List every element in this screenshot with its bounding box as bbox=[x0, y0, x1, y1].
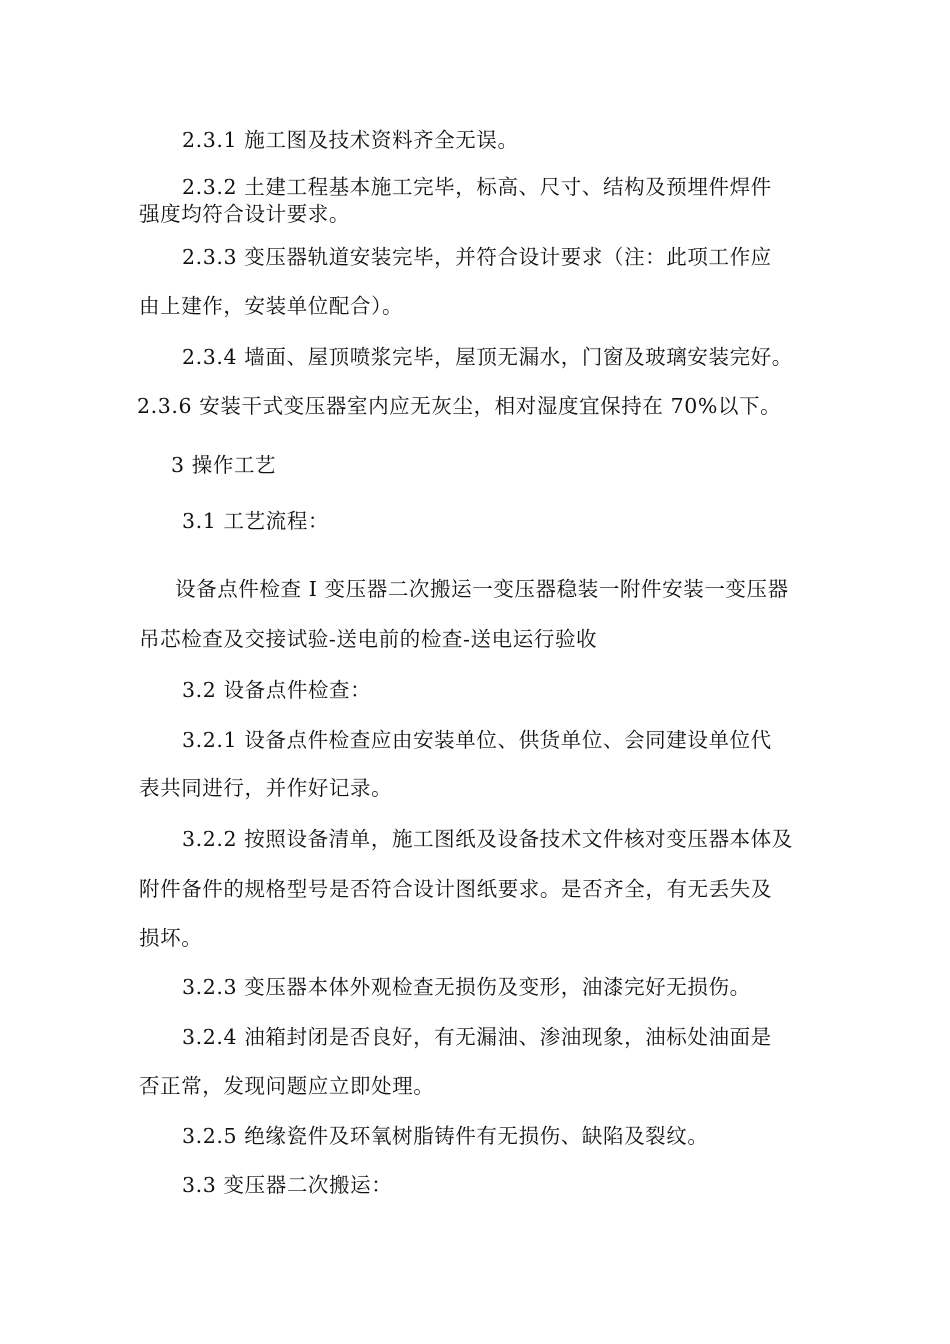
paragraph-2-3-2-line-1: 2.3.2 土建工程基本施工完毕，标高、尺寸、结构及预埋件焊件 bbox=[182, 175, 772, 199]
subsection-heading-3-2: 3.2 设备点件检查： bbox=[182, 678, 372, 702]
paragraph-2-3-1: 2.3.1 施工图及技术资料齐全无误。 bbox=[182, 128, 519, 152]
process-flow-line-1: 设备点件检查 I 变压器二次搬运一变压器稳装一附件安装一变压器 bbox=[175, 577, 789, 601]
process-flow-line-2: 吊芯检查及交接试验-送电前的检查-送电运行验收 bbox=[139, 627, 598, 651]
paragraph-2-3-3-line-1: 2.3.3 变压器轨道安装完毕，并符合设计要求（注：此项工作应 bbox=[182, 245, 772, 269]
paragraph-2-3-3-line-2: 由上建作，安装单位配合）。 bbox=[139, 294, 404, 318]
paragraph-2-3-2-line-2: 强度均符合设计要求。 bbox=[139, 202, 350, 226]
paragraph-3-2-4-line-2: 否正常，发现问题应立即处理。 bbox=[139, 1074, 435, 1098]
paragraph-3-2-5: 3.2.5 绝缘瓷件及环氧树脂铸件有无损伤、缺陷及裂纹。 bbox=[182, 1124, 709, 1148]
paragraph-2-3-4: 2.3.4 墙面、屋顶喷浆完毕，屋顶无漏水，门窗及玻璃安装完好。 bbox=[182, 345, 793, 369]
subsection-heading-3-1: 3.1 工艺流程： bbox=[182, 509, 330, 533]
paragraph-3-2-2-line-2: 附件备件的规格型号是否符合设计图纸要求。是否齐全，有无丢失及 bbox=[139, 877, 772, 901]
paragraph-3-2-2-line-3: 损坏。 bbox=[139, 926, 203, 950]
paragraph-2-3-6: 2.3.6 安装干式变压器室内应无灰尘，相对湿度宜保持在 70%以下。 bbox=[137, 394, 782, 418]
subsection-heading-3-3: 3.3 变压器二次搬运： bbox=[182, 1173, 393, 1197]
paragraph-3-2-1-line-2: 表共同进行，并作好记录。 bbox=[139, 776, 393, 800]
paragraph-3-2-2-line-1: 3.2.2 按照设备清单，施工图纸及设备技术文件核对变压器本体及 bbox=[182, 827, 793, 851]
paragraph-3-2-1-line-1: 3.2.1 设备点件检查应由安装单位、供货单位、会同建设单位代 bbox=[182, 728, 772, 752]
paragraph-3-2-3: 3.2.3 变压器本体外观检查无损伤及变形，油漆完好无损伤。 bbox=[182, 975, 751, 999]
section-heading-3: 3 操作工艺 bbox=[171, 453, 277, 477]
paragraph-3-2-4-line-1: 3.2.4 油箱封闭是否良好，有无漏油、渗油现象，油标处油面是 bbox=[182, 1025, 772, 1049]
